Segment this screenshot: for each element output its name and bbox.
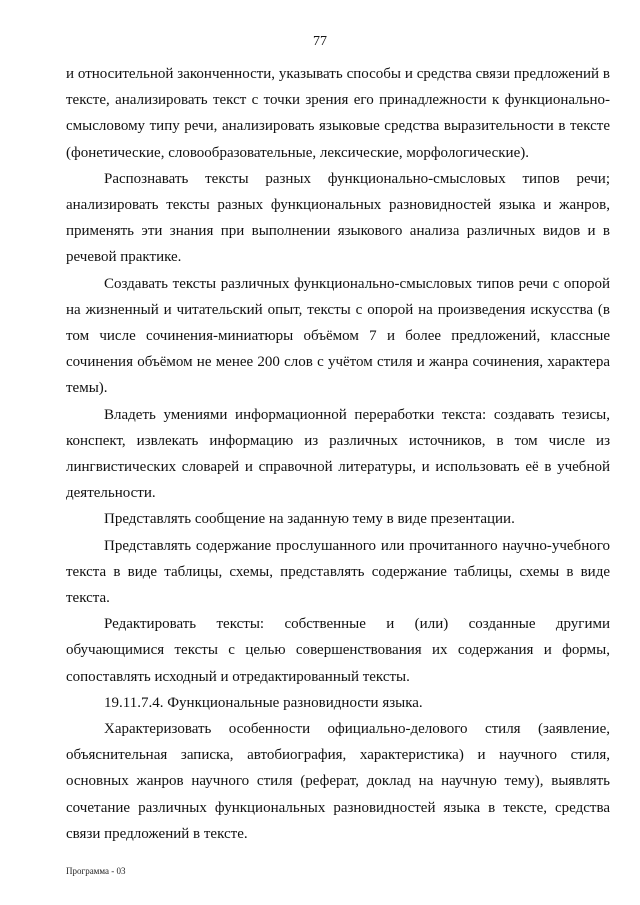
- section-heading: 19.11.7.4. Функциональные разновидности языка.: [104, 694, 423, 711]
- paragraph-3: Создавать тексты различных функционально-смысловых типов речи с опорой на жизненный и читательский опыт, тексты с опорой на произведения искусства (в том числе сочинения-миниатюры объёмом 7 и более предложений, классные сочинения объёмом не менее 200 слов с учётом стиля и жанра сочинения, характера темы).: [66, 275, 610, 397]
- page-number: 77: [313, 34, 327, 49]
- paragraph-6: Представлять содержание прослушанного или прочитанного научно-учебного текста в виде таблицы, схемы, представлять содержание таблицы, схемы в виде текста.: [66, 537, 610, 607]
- paragraph-7: Редактировать тексты: собственные и (или) созданные другими обучающимися тексты с целью совершенствования их содержания и формы, сопоставлять исходный и отредактированный тексты.: [66, 616, 610, 685]
- paragraph-9: Характеризовать особенности официально-делового стиля (заявление, объяснительная записка, автобиография, характеристика) и научного стиля, основных жанров научного стиля (реферат, доклад на научную тему), выявлять сочетание различных функциональных разновидностей языка в тексте, средства связи предложений в тексте.: [66, 721, 610, 842]
- paragraph-4: Владеть умениями информационной переработки текста: создавать тезисы, конспект, извлекать информацию из различных источников, в том числе из лингвистических словарей и справочной литературы, и использовать её в учебной деятельности.: [66, 406, 610, 502]
- paragraph-2: Распознавать тексты разных функционально-смысловых типов речи; анализировать тексты разных функциональных разновидностей языка и жанров, применять эти знания при выполнении языкового анализа различных видов и в речевой практике.: [66, 170, 610, 266]
- paragraph-1: и относительной законченности, указывать способы и средства связи предложений в тексте, анализировать текст с точки зрения его принадлежности к функционально-смысловому типу речи, анализировать языковые средства выразительности в тексте (фонетические, словообразовательные, лексические, морфологические).: [66, 66, 610, 161]
- footer-label: Программа - 03: [66, 866, 126, 876]
- paragraph-5: Представлять сообщение на заданную тему в виде презентации.: [104, 511, 515, 528]
- body-text: [66, 61, 610, 847]
